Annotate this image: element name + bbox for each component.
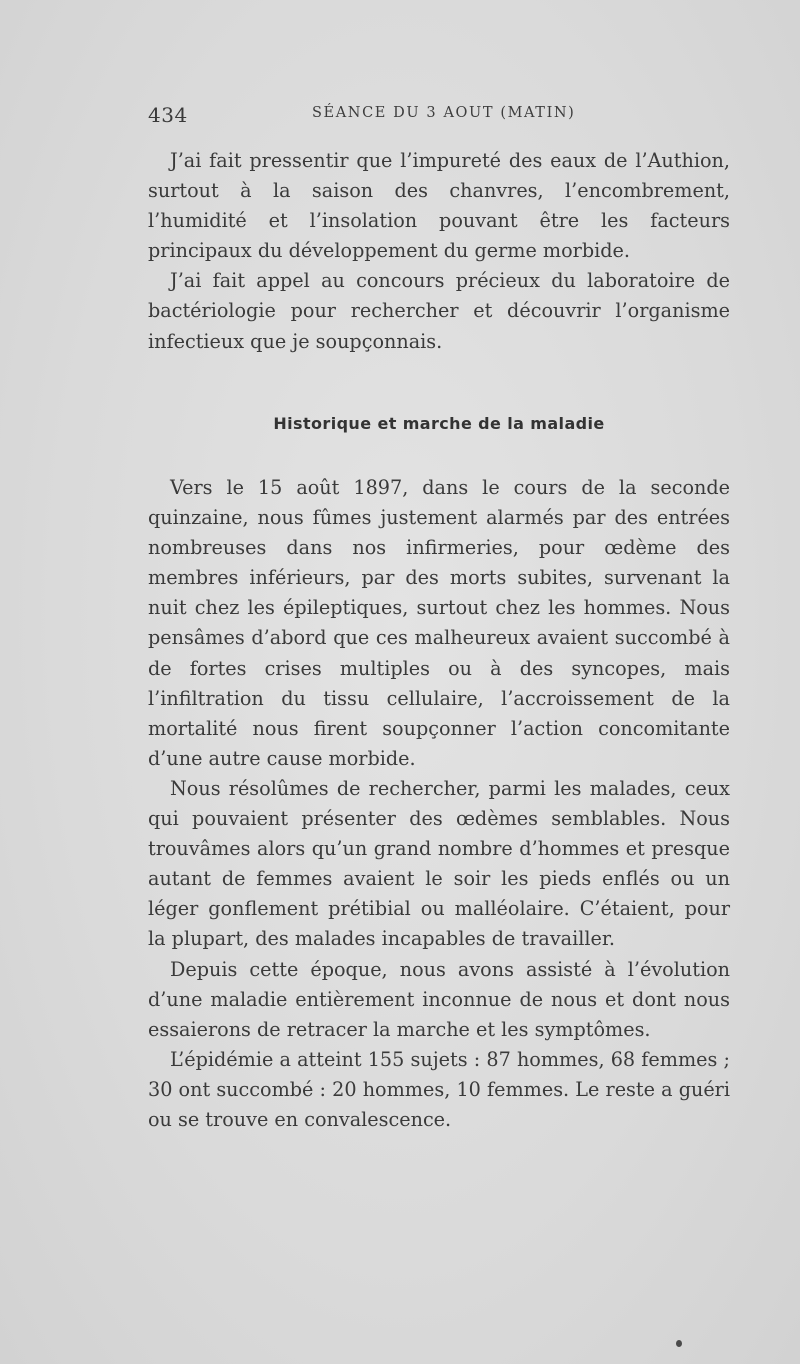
running-head [148,103,730,133]
paragraph: Vers le 15 août 1897, dans le cours de la seconde quinzaine, nous fûmes justement alarmés par des entrées nombreuses dans nos infirmeries, pour œdème des membres inférieurs, par des morts subites, survenant la nuit chez les épileptiques, surtout chez les hommes. Nous pensâmes d’abord que ces malheureux avaient succombé à de fortes crises multiples ou à des syncopes, mais l’infiltration du tissu cellulaire, l’accroissement de la mortalité nous firent soupçonner l’action concomitante d’une autre cause morbide. [148,476,730,770]
page-number: 434 [148,103,188,127]
intro-text [148,146,730,357]
section-heading: Historique et marche de la maladie [273,414,605,433]
ink-spot [676,1340,682,1347]
paragraph: J’ai fait appel au concours précieux du laboratoire de bactériologie pour rechercher et découvrir l’organisme infectieux que je soupçonnais. [148,269,730,353]
paragraph: J’ai fait pressentir que l’impureté des eaux de l’Authion, surtout à la saison des chanvres, l’encombrement, l’humidité et l’insolation pouvant être les facteurs principaux du développement du germe morbide. [148,149,730,263]
paragraph: Nous résolûmes de rechercher, parmi les malades, ceux qui pouvaient présenter des œdèmes semblables. Nous trouvâmes alors qu’un grand nombre d’hommes et presque autant de femmes avaient le soir les pieds enflés ou un léger gonflement prétibial ou malléolaire. C’étaient, pour la plupart, des malades incapables de travailler. [148,776,730,951]
section-text [148,473,730,1135]
paragraph: Depuis cette époque, nous avons assisté à l’évolution d’une maladie entièrement inconnue de nous et dont nous essaierons de retracer la marche et les symptômes. [148,957,730,1041]
running-title: SÉANCE DU 3 AOUT (MATIN) [312,105,576,121]
paragraph: L’épidémie a atteint 155 sujets : 87 hommes, 68 femmes ; 30 ont succombé : 20 hommes, 10 femmes. Le reste a guéri ou se trouve en convalescence. [148,1047,730,1131]
